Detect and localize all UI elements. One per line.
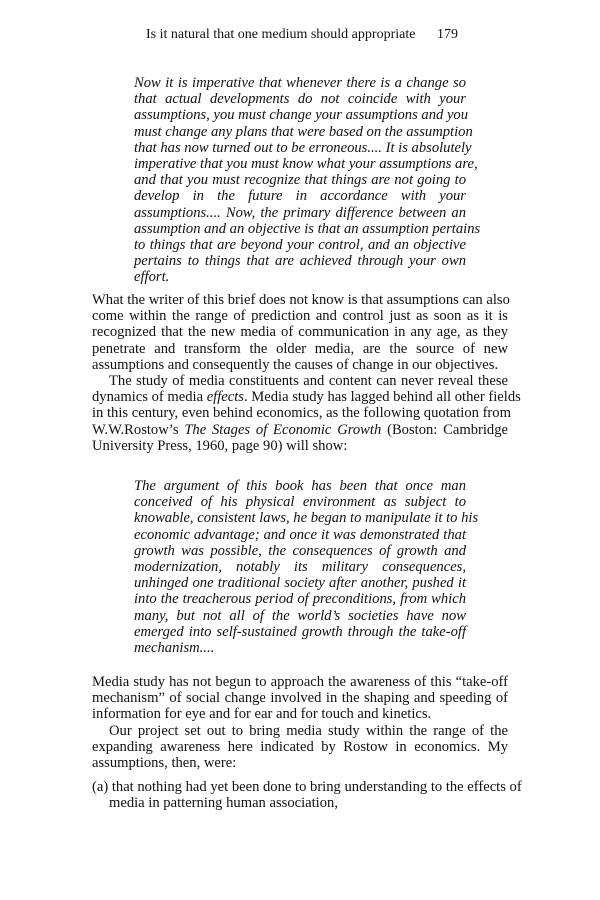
block-quote-2 <box>134 478 479 656</box>
body-line: Our project set out to bring media study within the range of the <box>109 722 508 739</box>
emphasis: effects <box>206 389 244 406</box>
quote-line: must change any plans that were based on the assumption <box>134 123 473 140</box>
list-line: (a) that nothing had yet been done to bring understanding to the effects of <box>92 779 522 795</box>
text: dynamics of media <box>92 389 207 406</box>
body-line: penetrate and transform the older media, are the source of new <box>92 340 508 357</box>
quote-line: emerged into self-sustained growth through the take-off <box>134 623 466 640</box>
body-line: come within the range of prediction and control just as soon as it is <box>92 308 508 325</box>
quote-line: imperative that you must know what your assumptions are, <box>134 155 478 172</box>
quote-line: assumptions.... Now, the primary difference between an <box>134 204 466 221</box>
page-number: 179 <box>437 27 458 42</box>
body-line <box>92 389 521 406</box>
body-line: assumptions and consequently the causes of change in our objectives. <box>92 356 499 373</box>
quote-line: many, but not all of the world’s societies have now <box>134 607 466 624</box>
quote-line: The argument of this book has been that once man <box>134 478 466 494</box>
quote-line: modernization, notably its military consequences, <box>134 558 466 575</box>
quote-line: Now it is imperative that whenever there is a change so <box>134 75 466 91</box>
body-line: assumptions, then, were: <box>92 754 237 771</box>
running-title: Is it natural that one medium should appropriate <box>146 27 416 42</box>
quote-line: and that you must recognize that things are not going to <box>134 172 466 189</box>
body-line: mechanism” of social change involved in the shaping and speeding of <box>92 690 508 707</box>
body-line: Media study has not begun to approach the awareness of this “take-off <box>92 674 508 690</box>
list-item-a <box>92 779 522 812</box>
body-line <box>92 422 508 438</box>
body-line: expanding awareness here indicated by Rostow in economics. My <box>92 738 508 755</box>
quote-line: knowable, consistent laws, he began to manipulate it to his <box>134 510 479 527</box>
body-paragraphs-1 <box>92 292 521 454</box>
list-line: media in patterning human association, <box>109 795 338 812</box>
quote-line: mechanism.... <box>134 639 215 656</box>
quote-line: conceived of his physical environment as subject to <box>134 494 466 511</box>
quote-line: to things that are beyond your control, and an objective <box>134 236 466 253</box>
quote-line: pertains to things that are achieved through your own <box>134 253 466 270</box>
body-line: University Press, 1960, page 90) will show: <box>92 437 348 454</box>
text: (Boston: Cambridge <box>381 421 508 438</box>
quote-line: that has now turned out to be erroneous.... It is absolutely <box>134 139 472 156</box>
body-paragraphs-2 <box>92 674 508 771</box>
quote-line: effort. <box>134 269 170 286</box>
body-line: The study of media constituents and content can never reveal these <box>109 372 508 389</box>
body-line: information for eye and for ear and for touch and kinetics. <box>92 706 432 723</box>
block-quote-1 <box>134 75 481 286</box>
quote-line: economic advantage; and once it was demonstrated that <box>134 526 466 543</box>
text: W.W.Rostow’s <box>92 421 185 438</box>
body-line: recognized that the new media of communication in any age, as they <box>92 324 508 341</box>
body-line: in this century, even behind economics, as the following quotation from <box>92 405 511 422</box>
quote-line: into the treacherous period of preconditions, from which <box>134 591 466 608</box>
quote-line: assumption and an objective is that an assumption pertains <box>134 220 481 237</box>
quote-line: growth was possible, the consequences of growth and <box>134 542 466 559</box>
body-line: What the writer of this brief does not know is that assumptions can also <box>92 292 510 308</box>
quote-line: unhinged one traditional society after another, pushed it <box>134 575 466 592</box>
quote-line: develop in the future in accordance with your <box>134 188 466 205</box>
quote-line: assumptions, you must change your assumptions and you <box>134 107 469 124</box>
book-title: The Stages of Economic Growth <box>184 421 382 438</box>
quote-line: that actual developments do not coincide with your <box>134 91 466 108</box>
text: . Media study has lagged behind all other fields <box>243 389 521 406</box>
